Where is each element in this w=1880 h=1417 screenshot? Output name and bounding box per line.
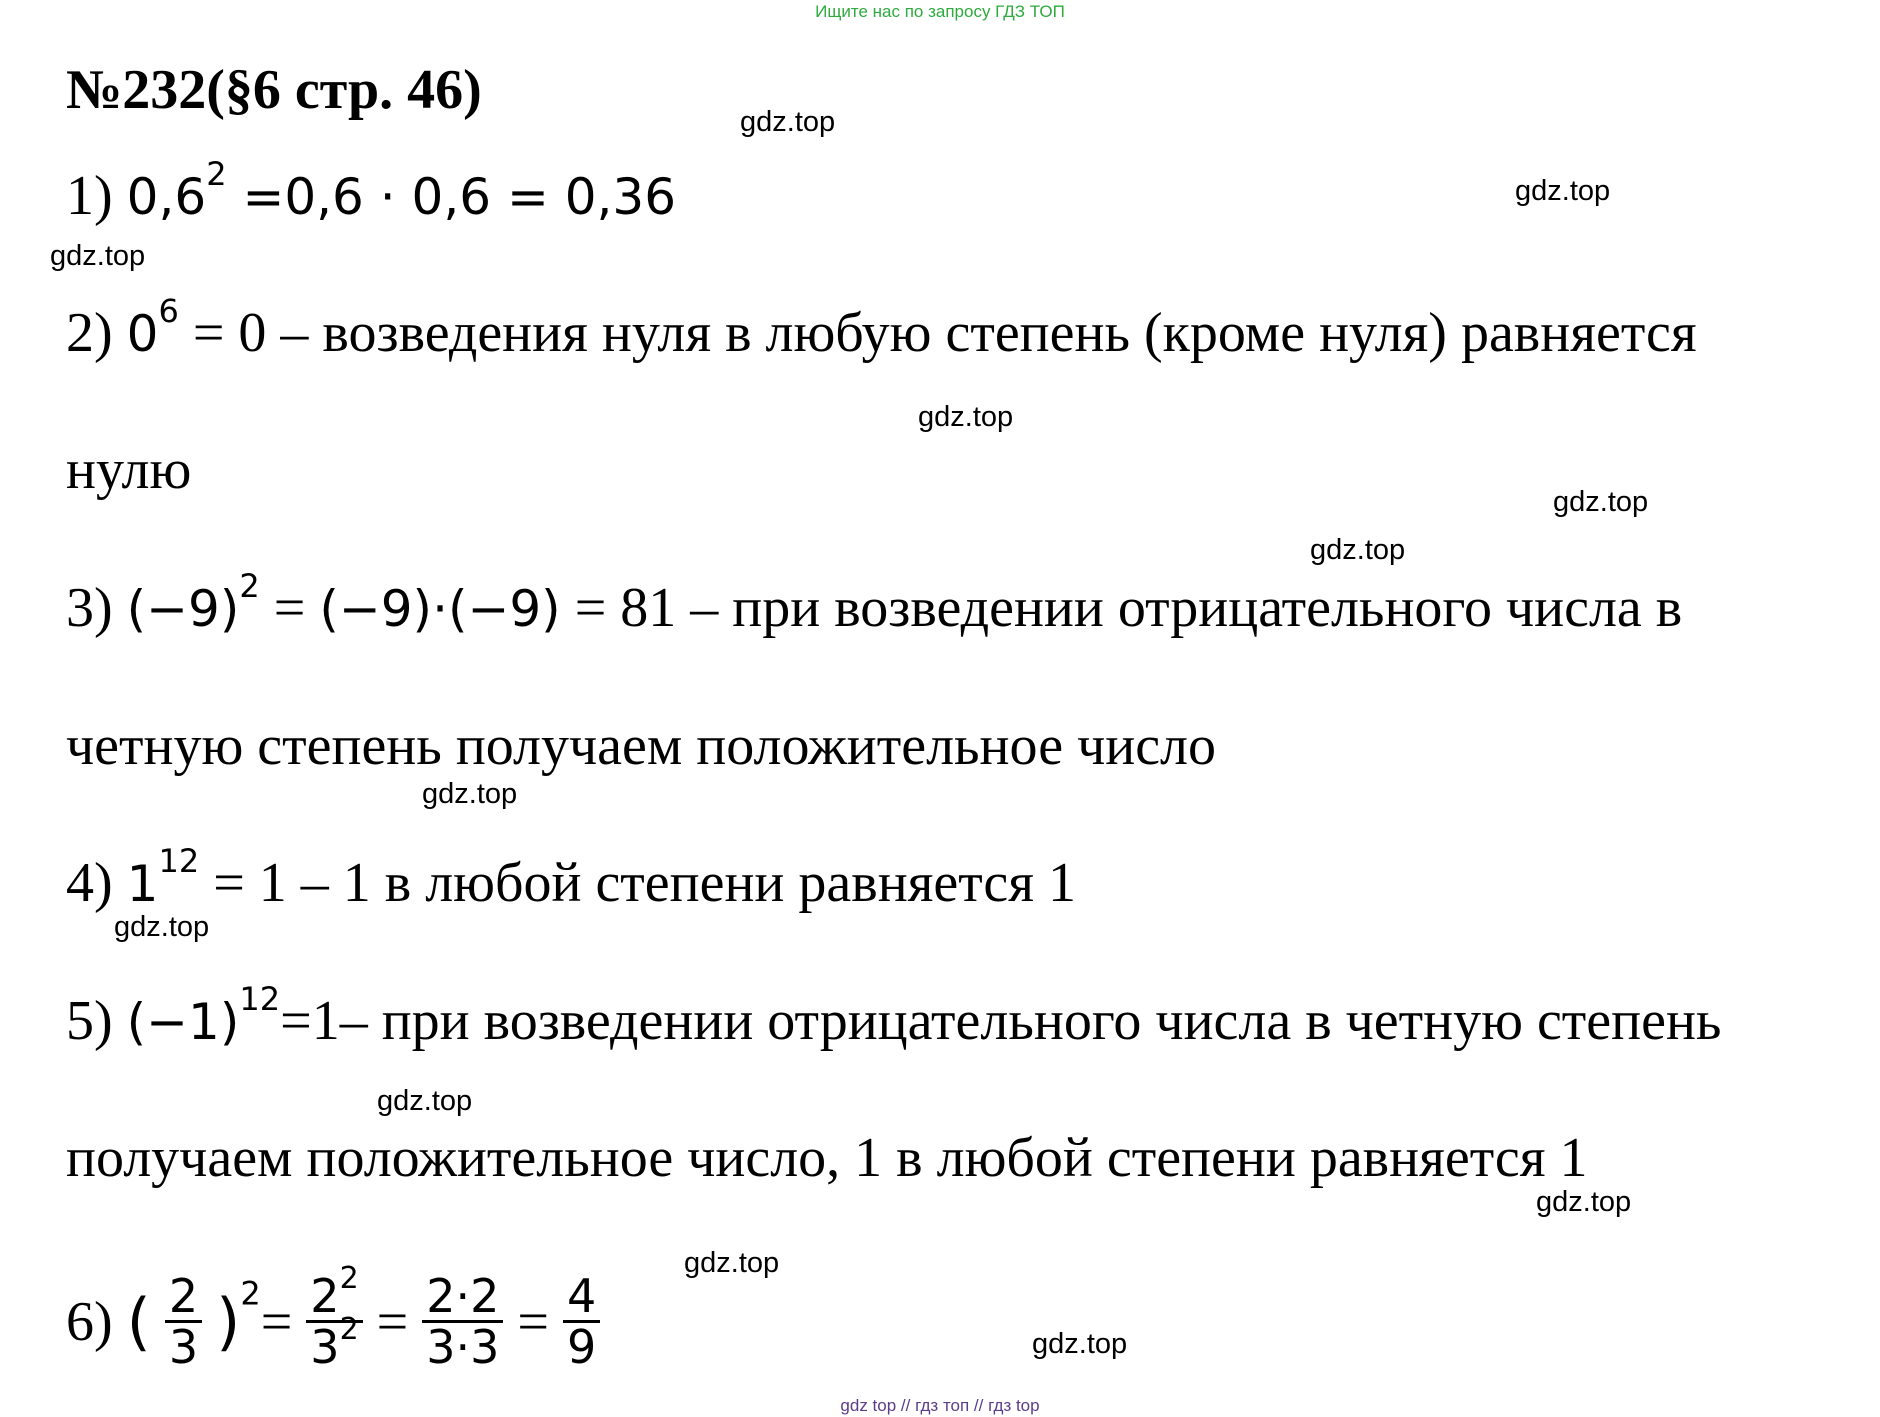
watermark: gdz.top — [684, 1247, 780, 1279]
watermark: gdz.top — [918, 401, 1014, 433]
open-paren: ( — [126, 1284, 151, 1358]
solution-line-2 — [66, 292, 1697, 364]
solution-line-3 — [66, 567, 1683, 639]
watermark: gdz.top — [740, 106, 836, 138]
exponent: 2 — [240, 1274, 261, 1313]
watermark: gdz.top — [377, 1085, 473, 1117]
explanation-text: = 0 – возведения нуля в любую степень (кроме нуля) равняется — [178, 302, 1697, 364]
solution-line-6 — [66, 1261, 600, 1375]
watermark: gdz.top — [1310, 534, 1406, 566]
watermark: gdz.top — [422, 778, 518, 810]
equals: = — [259, 577, 320, 639]
power-expression: $0^6$ — [126, 292, 179, 363]
top-banner: Ищите нас по запросу ГДЗ ТОП — [815, 2, 1065, 21]
explanation-text: = 81 – при возведении отрицательного числа в — [560, 577, 1683, 639]
equals: = — [517, 1290, 550, 1353]
power-expression: $(-9)^2$ — [126, 567, 260, 638]
fraction-products: $\frac{2\cdot 2}{3\cdot 3}$ — [422, 1272, 503, 1372]
fraction-squares: $\frac{2^2}{3^2}$ — [306, 1272, 362, 1372]
expression-rest: =0,6 · 0,6 = 0,36 — [226, 168, 677, 226]
watermark: gdz.top — [1553, 486, 1649, 518]
item-label: 1) — [66, 165, 127, 227]
solution-line-5 — [66, 980, 1722, 1052]
item-label: 6) — [66, 1290, 127, 1353]
watermark: gdz.top — [50, 240, 146, 272]
close-paren: ) — [216, 1284, 241, 1358]
solution-line-5-continued: получаем положительное число, 1 в любой степени равняется 1 — [66, 1127, 1588, 1189]
item-label: 3) — [66, 577, 127, 639]
solution-line-3-continued: четную степень получаем положительное число — [66, 715, 1216, 777]
power-expression: $(-1)^{12}$ — [126, 980, 281, 1051]
watermark: gdz.top — [114, 911, 210, 943]
watermark: gdz.top — [1032, 1328, 1128, 1360]
equals: = — [260, 1290, 293, 1353]
explanation-text: = 1 – 1 в любой степени равняется 1 — [199, 852, 1077, 914]
equals: = — [376, 1290, 409, 1353]
solution-line-2-continued: нулю — [66, 439, 192, 501]
problem-title: №232(§6 стр. 46) — [66, 59, 482, 121]
power-expression: $1^{12}$ — [126, 842, 200, 913]
fraction-two-thirds: $\frac{2}{3}$ — [165, 1272, 202, 1372]
item-label: 4) — [66, 852, 127, 914]
power-expression: $0,6^2$ — [126, 155, 227, 226]
product-expression: (−9)·(−9) — [319, 580, 561, 638]
item-label: 2) — [66, 302, 127, 364]
item-label: 5) — [66, 990, 127, 1052]
solution-line-1 — [66, 155, 677, 227]
watermark: gdz.top — [1515, 175, 1611, 207]
explanation-text: =1– при возведении отрицательного числа в четную степень — [280, 990, 1722, 1052]
solution-line-4 — [66, 842, 1077, 914]
bottom-banner: gdz top // гдз топ // гдз top — [840, 1396, 1040, 1415]
fraction-result: $\frac{4}{9}$ — [563, 1272, 600, 1372]
watermark: gdz.top — [1536, 1186, 1632, 1218]
